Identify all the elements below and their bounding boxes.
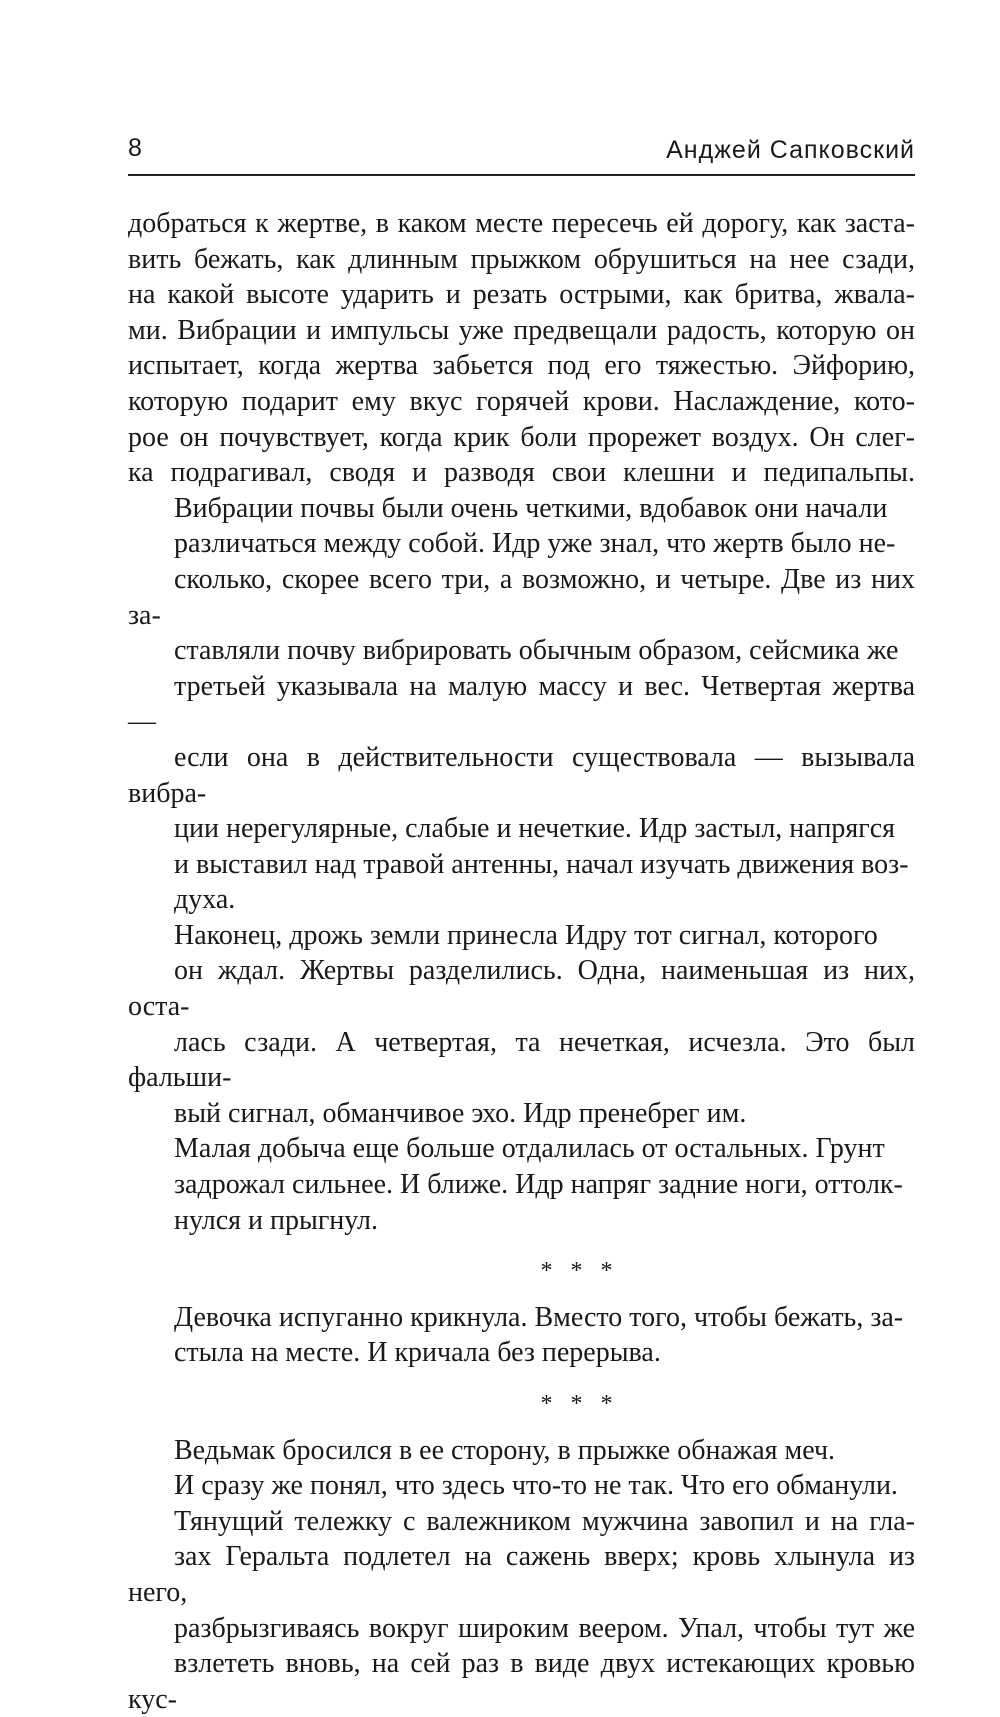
paragraph bbox=[128, 491, 915, 918]
page-header bbox=[128, 128, 915, 176]
running-title: Анджей Сапковский bbox=[666, 136, 915, 164]
page-number: 8 bbox=[128, 134, 143, 162]
paragraph bbox=[128, 1504, 915, 1717]
text-line: рое он почувствует, когда крик боли прорежет воздух. Он слег- bbox=[128, 421, 915, 453]
paragraph bbox=[128, 1433, 915, 1504]
text-line: третьей указывала на малую массу и вес. Четвертая жертва — bbox=[128, 670, 915, 738]
text-line: ка подрагивал, сводя и разводя свои клешни и педипальпы. bbox=[128, 457, 915, 489]
text-line: Малая добыча еще больше отдалилась от остальных. Грунт bbox=[174, 1133, 885, 1165]
section-separator: * * * bbox=[540, 1391, 619, 1417]
text-line: которую подарит ему вкус горячей крови. Наслаждение, кото- bbox=[128, 385, 915, 417]
text-line: различаться между собой. Идр уже знал, что жертв было не- bbox=[174, 528, 896, 560]
text-line: испытает, когда жертва забьется под его тяжестью. Эйфорию, bbox=[128, 350, 915, 382]
text-line: сколько, скорее всего три, а возможно, и четыре. Две из них за- bbox=[128, 563, 915, 631]
text-line: ставляли почву вибрировать обычным образом, сейсмика же bbox=[174, 635, 899, 667]
text-line: ции нерегулярные, слабые и нечеткие. Идр застыл, напрягся bbox=[174, 813, 895, 845]
text-line: зах Геральта подлетел на сажень вверх; кровь хлынула из него, bbox=[128, 1541, 915, 1608]
text-line: добраться к жертве, в каком месте пересечь ей дорогу, как заста- bbox=[128, 208, 915, 239]
text-line: задрожал сильнее. И ближе. Идр напряг задние ноги, оттолк- bbox=[174, 1169, 903, 1201]
paragraph bbox=[128, 1300, 915, 1371]
text-line: ми. Вибрации и импульсы уже предвещали радость, которую он bbox=[128, 314, 915, 346]
text-line: он ждал. Жертвы разделились. Одна, наименьшая из них, оста- bbox=[128, 955, 915, 1023]
text-line: разбрызгиваясь вокруг широким веером. Упал, чтобы тут же bbox=[174, 1612, 915, 1644]
text-line: Тянущий тележку с валежником мужчина завопил и на гла- bbox=[174, 1505, 915, 1537]
text-line: стыла на месте. И кричала без перерыва. bbox=[174, 1337, 661, 1369]
text-line: духа. bbox=[174, 884, 236, 916]
text-line: Ведьмак бросился в ее сторону, в прыжке обнажая меч. bbox=[174, 1434, 836, 1466]
text-line: вить бежать, как длинным прыжком обрушиться на нее сзади, bbox=[128, 243, 915, 275]
paragraph bbox=[128, 918, 915, 1132]
body-text bbox=[128, 206, 915, 1717]
text-line: и выставил над травой антенны, начал изучать движения воз- bbox=[174, 848, 909, 880]
text-line: нулся и прыгнул. bbox=[174, 1204, 379, 1236]
text-line: Вибрации почвы были очень четкими, вдобавок они начали bbox=[174, 492, 888, 524]
text-line: Наконец, дрожь земли принесла Идру тот сигнал, которого bbox=[174, 919, 878, 951]
text-line: на какой высоте ударить и резать острыми, как бритва, жвала- bbox=[128, 279, 915, 311]
section-separator: * * * bbox=[540, 1258, 619, 1285]
paragraph bbox=[128, 1131, 915, 1238]
text-line: если она в действительности существовала — вызывала вибра- bbox=[128, 741, 915, 809]
paragraph bbox=[128, 206, 915, 491]
text-line: Девочка испуганно крикнула. Вместо того, чтобы бежать, за- bbox=[174, 1301, 904, 1333]
text-line: лась сзади. А четвертая, та нечеткая, исчезла. Это был фальши- bbox=[128, 1026, 915, 1094]
text-line: И сразу же понял, что здесь что-то не так. Что его обманули. bbox=[174, 1470, 898, 1502]
text-line: взлететь вновь, на сей раз в виде двух истекающих кровью кус- bbox=[128, 1648, 915, 1715]
text-line: вый сигнал, обманчивое эхо. Идр пренебрег им. bbox=[174, 1097, 747, 1129]
